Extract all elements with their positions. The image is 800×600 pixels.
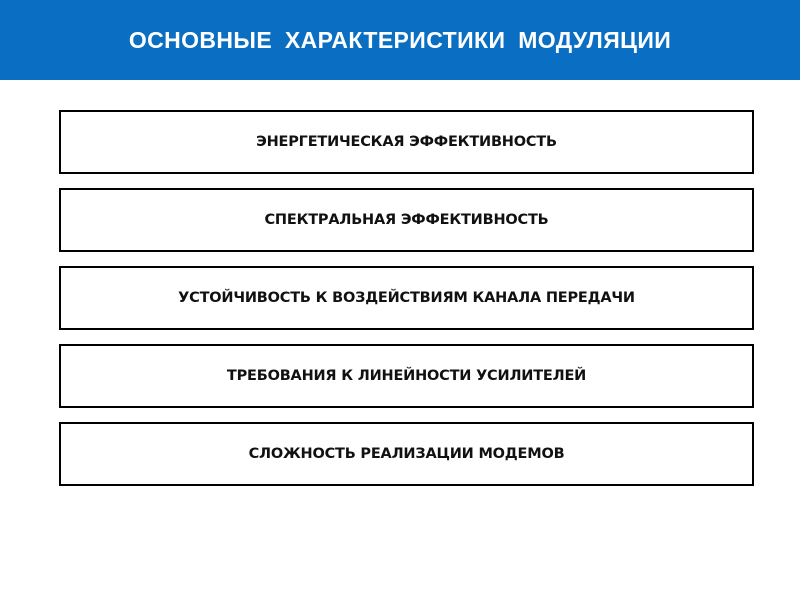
list-item-spectral-efficiency <box>59 188 754 252</box>
list-item-label: ЭНЕРГЕТИЧЕСКАЯ ЭФФЕКТИВНОСТЬ <box>256 134 557 150</box>
characteristics-list <box>59 110 754 500</box>
list-item-label: УСТОЙЧИВОСТЬ К ВОЗДЕЙСТВИЯМ КАНАЛА ПЕРЕДАЧИ <box>178 290 635 306</box>
page-title: ОСНОВНЫЕ ХАРАКТЕРИСТИКИ МОДУЛЯЦИИ <box>128 26 672 53</box>
list-item-label: СПЕКТРАЛЬНАЯ ЭФФЕКТИВНОСТЬ <box>264 212 549 228</box>
list-item-label: ТРЕБОВАНИЯ К ЛИНЕЙНОСТИ УСИЛИТЕЛЕЙ <box>226 368 587 384</box>
list-item-label: СЛОЖНОСТЬ РЕАЛИЗАЦИИ МОДЕМОВ <box>248 446 565 462</box>
list-item-energy-efficiency <box>59 110 754 174</box>
list-item-channel-robustness <box>59 266 754 330</box>
list-item-amplifier-linearity <box>59 344 754 408</box>
title-banner <box>0 0 800 80</box>
list-item-modem-complexity <box>59 422 754 486</box>
